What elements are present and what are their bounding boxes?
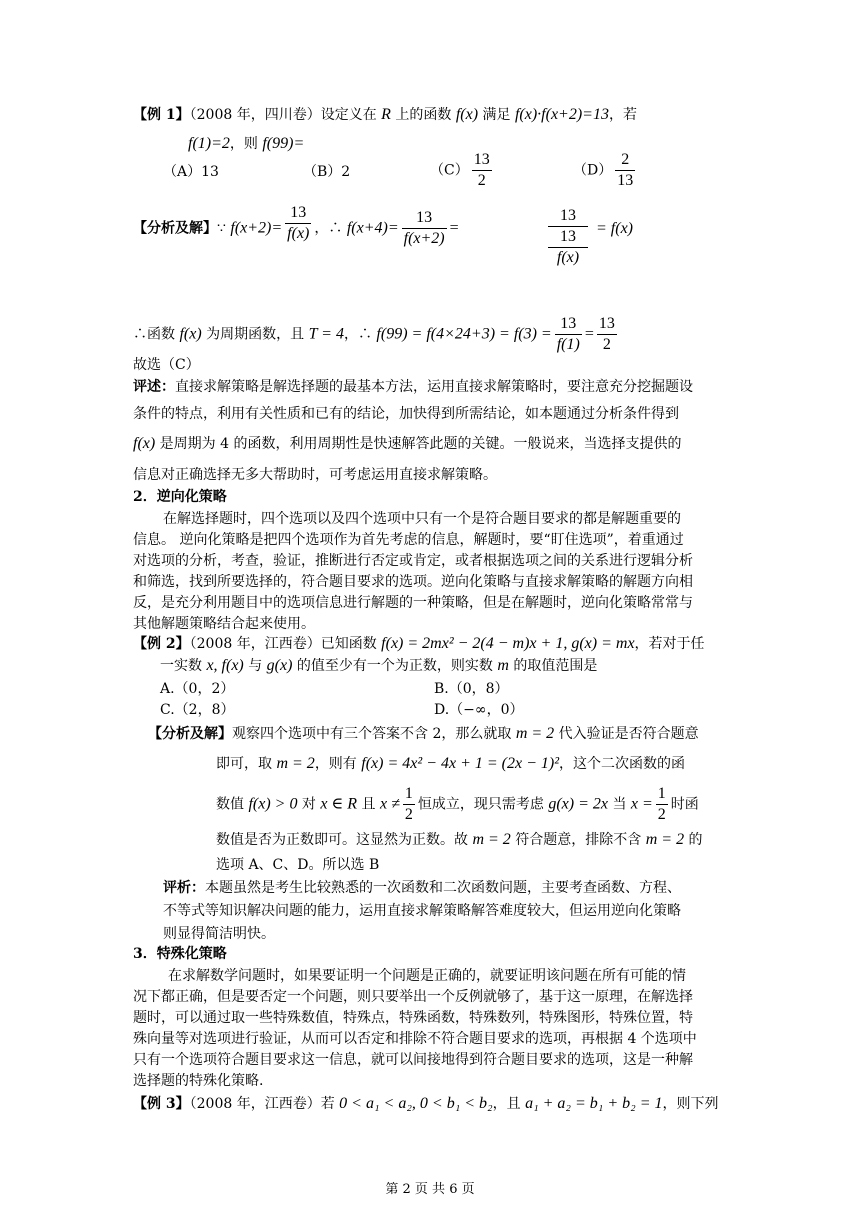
equation: f(x)·f(x+2)=13 (514, 106, 609, 123)
fraction: $\frac{1}{2}$ (657, 785, 666, 823)
paragraph-line: 信息。 逆向化策略是把四个选项作为首先考虑的信息，解题时，要“盯住选项”，着重通过 (133, 532, 684, 548)
analysis-2-line-1: 【分析及解】观察四个选项中有三个答案不含 2，那么就取 m = 2 代入验证是否符合题意 (148, 725, 699, 742)
comment-1-line-1: 评述：直接求解策略是解选择题的最基本方法，运用直接求解策略时，要注意充分挖掘题设 (133, 379, 693, 395)
example-label: 【例 1】 (133, 107, 190, 123)
paragraph-line: 题时，可以通过取一些特殊数值，特殊点，特殊函数，特殊数列，特殊图形，特殊位置，特 (133, 1010, 693, 1026)
comment-1-line-3: f(x) 是周期为 4 的函数，利用周期性是快速解答此题的关键。一般说来，当选择支提供的 (133, 435, 682, 452)
section-title: 2．逆向化策略 (133, 489, 227, 505)
answer-line: 故选（C） (133, 357, 200, 373)
paragraph-line: 在解选择题时，四个选项以及四个选项中只有一个是符合题目要求的都是解题重要的 (163, 511, 681, 527)
option-b: （B）2 (303, 164, 351, 180)
comment-1-line-2: 条件的特点，利用有关性质和已有的结论，加快得到所需结论，如本题通过分析条件得到 (133, 406, 679, 422)
example-2-line-2: 一实数 x, f(x) 与 g(x) 的值至少有一个为正数，则实数 m 的取值范围是 (160, 657, 598, 674)
analysis-1-line-2: ∴函数 f(x) 为周期函数，且 T = 4，∴ f(99) = f(4×24+3) = f(3) = $\frac{13}{f(1)}$ = $\frac{13}{2}$ (133, 315, 615, 353)
example-2-line-1: 【例 2】（2008 年，江西卷）已知函数 f(x) = 2mx² − 2(4 − m)x + 1, g(x) = mx，若对于任 (133, 635, 705, 652)
option-d: （D） $\frac{2}{13}$ (573, 151, 634, 189)
comment-1-line-4: 信息对正确选择无多大帮助时，可考虑运用直接求解策略。 (133, 467, 497, 483)
comment-2-line-1: 评析：本题虽然是考生比较熟悉的一次函数和二次函数问题，主要考查函数、方程、 (163, 880, 681, 896)
analysis-2-line-5: 选项 A、C、D。所以选 B (216, 857, 380, 873)
option-c: C.（2，8） (160, 702, 235, 718)
section-title: 3．特殊化策略 (133, 946, 227, 962)
option-a: A.（0，2） (160, 681, 235, 697)
paragraph-line: 选择题的特殊化策略. (133, 1073, 264, 1089)
comment-2-line-3: 则显得简洁明快。 (163, 926, 275, 942)
option-b: B.（0，8） (434, 681, 509, 697)
example-3-line-1: 【例 3】（2008 年，江西卷）若 0 < a₁ < a₂, 0 < b₁ < b₂，且 a₁ + a₂ = b₁ + b₂ = 1，则下列 (133, 1095, 719, 1112)
paragraph-line: 和筛选，找到所要选择的，符合题目要求的选项。逆向化策略与直接求解策略的解题方向相 (133, 574, 693, 590)
option-c: （C） $\frac{13}{2}$ (430, 151, 490, 189)
paragraph-line: 殊向量等对选项进行验证，从而可以否定和排除不符合题目要求的选项，再根据 4 个选项中 (133, 1031, 697, 1047)
option-a: （A）13 (163, 164, 219, 180)
nested-fraction: 13 13 f(x) (548, 206, 588, 268)
fraction: $\frac{13}{f(1)}$ (556, 315, 580, 353)
fraction: $\frac{2}{13}$ (617, 151, 634, 189)
paragraph-line: 只有一个选项符合题目要求这一信息，就可以间接地得到符合题目要求的选项，这是一种解 (133, 1052, 693, 1068)
paragraph-line: 况下都正确，但是要否定一个问题，则只要举出一个反例就够了，基于这一原理，在解选择 (133, 989, 693, 1005)
fraction: $\frac{1}{2}$ (404, 785, 413, 823)
fraction: $\frac{13}{2}$ (598, 315, 615, 353)
paragraph-line: 反，是充分利用题目中的选项信息进行解题的一种策略，但是在解题时，逆向化策略常常与 (133, 595, 693, 611)
analysis-2-line-3: 数值 f(x) > 0 对 x ∈ R 且 x ≠ $\frac{1}{2}$ 恒成立，现只需考虑 g(x) = 2x 当 x = $\frac{1}{2}$ 时函 (216, 785, 699, 823)
analysis-2-line-2: 即可，取 m = 2，则有 f(x) = 4x² − 4x + 1 = (2x − 1)²，这个二次函数的函 (216, 755, 686, 772)
comment-2-line-2: 不等式等知识解决问题的能力，运用直接求解策略解答难度较大，但运用逆向化策略 (163, 903, 681, 919)
example-1-line-2: f(1)=2，则 f(99)= (188, 135, 305, 152)
fraction: $\frac{13}{f(x)}$ (287, 204, 310, 242)
analysis-1-line-1: 【分析及解】∵ f(x+2)= $\frac{13}{f(x)}$ ，∴ f(x+4)= $\frac{13}{f(x+2)}$ = (133, 204, 459, 247)
analysis-2-line-4: 数值是否为正数即可。这显然为正数。故 m = 2 符合题意，排除不含 m = 2 的 (216, 831, 703, 848)
option-d: D.（−∞，0） (434, 702, 524, 718)
paragraph-line: 对选项的分析，考查，验证，推断进行否定或肯定，或者根据选项之间的关系进行逻辑分析 (133, 553, 693, 569)
document-page: 【例 1】（2008 年，四川卷）设定义在 R 上的函数 f(x) 满足 f(x)·f(x+2)=13，若 f(1)=2，则 f(99)= （A）13 （B）2 （C） $\frac{13}{2}$ （D） $\frac{2}{13}$ 【分析及解】∵ f(x+2)= $\frac{13}{f(x)}$ ，∴ f(x+4)= $\frac{13}{f(x+2)}$ = 13 13 f(x) = f(x) ∴函数 f(x) 为周期函数，且 T = 4，∴ f(99) = f(4×24+3) = f(3) = $\frac{13}{f(1)}$ = $\frac{13}{2}$ 故选（C） 评述：直接求解策略是解选择题的最基本方法，运用直接求解策略时，要注意充分挖掘题设 条件的特点，利用有关性质和已有的结论，加快得到所需结论，如本题通过分析条件得到 f(x) 是周期为 4 的函数，利用周期性是快速解答此题的关键。一般说来，当选择支提供的 信息对正确选择无多大帮助时，可考虑运用直接求解策略。 2．逆向化策略 在解选择题时，四个选项以及四个选项中只有一个是符合题目要求的都是解题重要的 信息。 逆向化策略是把四个选项作为首先考虑的信息，解题时，要“盯住选项”，着重通过 对选项的分析，考查，验证，推断进行否定或肯定，或者根据选项之间的关系进行逻辑分析 和筛选，找到所要选择的，符合题目要求的选项。逆向化策略与直接求解策略的解题方向相 反，是充分利用题目中的选项信息进行解题的一种策略，但是在解题时，逆向化策略常常与 其他解题策略结合起来使用。 【例 2】（2008 年，江西卷）已知函数 f(x) = 2mx² − 2(4 − m)x + 1, g(x) = mx，若对于任 一实数 x, f(x) 与 g(x) 的值至少有一个为正数，则实数 m 的取值范围是 A.（0，2） B.（0，8） C.（2，8） D.（−∞，0） 【分析及解】观察四个选项中有三个答案不含 2，那么就取 m = 2 代入验证是否符合题意 即可，取 m = 2，则有 f(x) = 4x² − 4x + 1 = (2x − 1)²，这个二次函数的函 数值 f(x) > 0 对 x ∈ R 且 x ≠ $\frac{1}{2}$ 恒成立，现只需考虑 g(x) = 2x 当 x = $\frac{1}{2}$ 时函 数值是否为正数即可。这显然为正数。故 m = 2 符合题意，排除不含 m = 2 的 选项 A、C、D。所以选 B 评析：本题虽然是考生比较熟悉的一次函数和二次函数问题，主要考查函数、方程、 不等式等知识解决问题的能力，运用直接求解策略解答难度较大，但运用逆向化策略 则显得简洁明快。 3．特殊化策略 在求解数学问题时，如果要证明一个问题是正确的，就要证明该问题在所有可能的情 况下都正确，但是要否定一个问题，则只要举出一个反例就够了，基于这一原理，在解选择 题时，可以通过取一些特殊数值，特殊点，特殊函数，特殊数列，特殊图形，特殊位置，特 殊向量等对选项进行验证，从而可以否定和排除不符合题目要求的选项，再根据 4 个选项中 只有一个选项符合题目要求这一信息，就可以间接地得到符合题目要求的选项，这是一种解 选择题的特殊化策略. 【例 3】（2008 年，江西卷）若 0 < a₁ < a₂, 0 < b₁ < b₂，且 a₁ + a₂ = b₁ + b₂ = 1，则下列 第 2 页 共 6 页 (0, 0, 860, 1216)
fraction: $\frac{13}{f(x+2)}$ (403, 209, 445, 247)
paragraph-line: 在求解数学问题时，如果要证明一个问题是正确的，就要证明该问题在所有可能的情 (168, 968, 686, 984)
paragraph-line: 其他解题策略结合起来使用。 (133, 616, 315, 632)
fraction: $\frac{13}{2}$ (473, 151, 490, 189)
page-footer: 第 2 页 共 6 页 (385, 1182, 475, 1197)
example-1-line-1: 【例 1】（2008 年，四川卷）设定义在 R 上的函数 f(x) 满足 f(x)·f(x+2)=13，若 (133, 106, 637, 123)
